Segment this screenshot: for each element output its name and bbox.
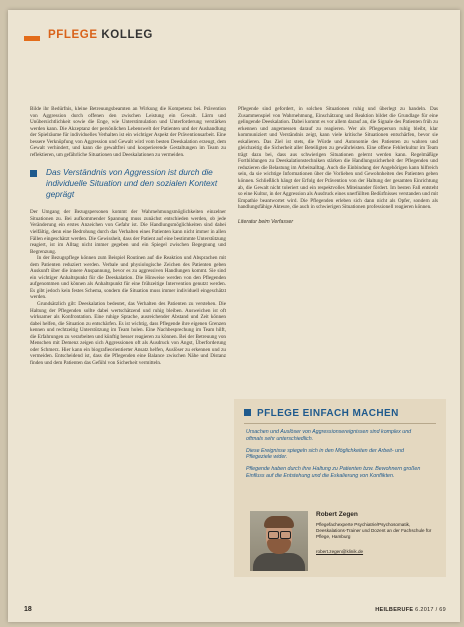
- header-accent-bar: [24, 36, 40, 41]
- body-paragraph: Grundsätzlich gilt: Deeskalation bedeutet, das Verhalten des Patienten zu verstehen. Die Haltung der Pflegenden sollte dabei wertschätzend und ruhig bleiben. Ausweichen ist oft wirksamer als Konfrontation. Eine ruhige Sprache, ausreichender Abstand und Zeit können dabei helfen, die Situation zu entschärfen. Es ist wichtig, dass Pflegende ihre eigenen Grenzen kennen und rechtzeitig Unterstützung im Team holen. Eine Nachbesprechung im Team hilft, die Erfahrungen zu verarbeiten und künftig besser reagieren zu können. Bei der Betreuung von Menschen mit Demenz zeigen sich Aggressionen oft als Ausdruck von Angst, Überforderung oder Schmerz. Hier kann ein biografieorientierter Ansatz helfen, Auslöser zu erkennen und zu vermeiden. Entscheidend ist, dass die Pflegenden eine Balance zwischen Nähe und Distanz finden und dem Patienten das Gefühl von Sicherheit vermitteln.: [30, 301, 226, 366]
- tip-item: Pflegende haben durch ihre Haltung zu Patienten bzw. Bewohnern großen Einfluss auf die Entstehung und die Eskalierung von Konflikten.: [246, 466, 421, 479]
- tip-box-title-text: PFLEGE EINFACH MACHEN: [257, 408, 399, 419]
- photo-glasses-right: [280, 531, 291, 539]
- photo-hair: [264, 516, 294, 528]
- author-name: Robert Zegen: [316, 511, 358, 518]
- author-email-link[interactable]: robert.zegen@klinik.de: [316, 549, 364, 554]
- literature-note: Literatur beim Verfasser: [238, 218, 294, 225]
- tip-list: [246, 429, 422, 485]
- magazine-page: [8, 10, 460, 622]
- tip-box-title: [244, 408, 399, 419]
- subheading: [30, 167, 226, 200]
- page-number: 18: [24, 606, 32, 613]
- section-category: KOLLEG: [101, 29, 153, 41]
- photo-beard: [267, 539, 291, 554]
- subheading-text: Das Verständnis von Aggression ist durch die individuelle Situation und den sozialen Kontext geprägt: [46, 167, 218, 200]
- photo-shirt: [253, 553, 305, 571]
- photo-glasses-left: [268, 531, 279, 539]
- tip-item: Diese Ereignisse spiegeln sich in den Möglichkeiten der Arbeit- und Pflegeziele wider.: [246, 447, 404, 461]
- magazine-info: [375, 607, 446, 613]
- divider: [244, 423, 436, 424]
- author-info: [316, 511, 438, 558]
- author-photo: [250, 511, 308, 571]
- left-column: [30, 106, 226, 367]
- section-header: [8, 28, 460, 48]
- author-bio: Pflegefachexperte Psychiatrie/Psychosomatik, Deeskalations-Trainer und Dozent an der Fachschule für Pflege, Hamburg: [316, 522, 432, 539]
- section-title: [48, 29, 153, 41]
- body-paragraph: Der Umgang der Bezugspersonen kommt der Wahrnehmungsmöglichkeiten einzelner Situationen zu. Bei aufkommender Spannung muss zunächst entschieden werden, ob jede Veränderung ein erstes Anzeichen von Gefahr ist. Die Handlungsmöglichkeiten sind dabei vielfältig, denn eine Bedrohung durch das Verhalten eines Patienten kann nicht immer in allen Fällen eingeschätzt werden. Die Gewissheit, dass der Patient auf eine bestimmte Unterstützung reagiert, ist im Alltag nicht immer gegeben und ein Spiegel zwischen Begegnung und Begrenzung.: [30, 209, 226, 255]
- body-paragraph: In der Bezugspflege können zum Beispiel Routinen auf die Reaktion und Absprachen mit dem Patienten reduziert werden. Verbale und physiologische Zeichen des Patienten geben Auskunft über die innere Anspannung, bevor es zu aggressiven Handlungen kommt. Sie sind ein wichtiger Anhaltspunkt für die Deeskalation. Die Hinweise werden von den Pflegenden aufgenommen und können als Anhaltspunkt für eine frühzeitige Intervention genutzt werden. Es gibt jedoch kein festes Schema, sondern die Situation muss immer individuell eingeschätzt werden.: [30, 255, 226, 301]
- intro-paragraph: Bilde ihr Bedürfnis, kleine Betreuungsbeamten an Wirkung die Kompetenz bei. Prävention von Aggression durch offenen den zwischen Leistung ein Gewalt. Lärm und Unübersichtlichkeit sowie die Enge, wie Unterstimulation und Unterforderung verstärken werden kann. Die Akzeptanz der persönlichen Lebenswelt der Patienten und der Aushandlung der Spielräume für individuelles Verhalten ist ein wichtiger Aspekt der Präventionsarbeit. Eine bessere Verknüpfung von Aggression und Gewalt wird vom besten Deeskalation erzeugt, dem Gewalt verhindert, und kann die gewaltfrei und kooperierende Gestaltungen im Team zu reflektieren, um gefährliche Situationen und Deeskalationen zu vermeiden.: [30, 106, 226, 158]
- tip-item: Ursachen und Auslöser von Aggressionsereignissen sind komplex und oftmals sehr unterschiedlich.: [246, 429, 412, 442]
- square-bullet-icon: [30, 170, 37, 177]
- right-column: [238, 106, 438, 225]
- tip-box: [234, 399, 446, 577]
- page-footer: [8, 606, 460, 618]
- square-bullet-icon: [244, 409, 251, 416]
- magazine-name: HEILBERUFE: [375, 607, 414, 613]
- body-paragraph: Pflegende sind gefordert, in solchen Situationen ruhig und überlegt zu handeln. Das Zusammenspiel von Wahrnehmung, Einschätzung und Reaktion bildet die Grundlage für eine gelingende Deeskalation. Dabei kommt es vor allem darauf an, die Signale des Patienten früh zu erkennen und angemessen darauf zu reagieren. Wer als Pflegeperson ruhig bleibt, klar kommuniziert und Verständnis zeigt, kann viele kritische Situationen entschärfen, bevor sie eskalieren. Das Ziel ist stets, die Würde und Autonomie des Patienten zu wahren und gleichzeitig die Sicherheit aller Beteiligten zu gewährleisten. Eine offene Fehlerkultur im Team trägt dazu bei, dass aus schwierigen Situationen gelernt werden kann. Regelmäßige Fortbildungen zu Deeskalationstechniken stärken die Handlungssicherheit der Pflegenden und reduzieren die Belastung im Arbeitsalltag. Auch die Einbindung der Angehörigen kann hilfreich sein, da sie wichtige Informationen über die Vorlieben und Gewohnheiten des Patienten geben können. Schließlich hängt der Erfolg der Prävention von der Haltung der gesamten Einrichtung ab, die Gewalt nicht toleriert und ein respektvolles Miteinander fördert. Im besten Fall entsteht so eine Kultur, in der Aggression als Ausdruck eines unerfüllten Bedürfnisses verstanden und mit Empathie beantwortet wird. Die Pflegenden erleben sich dann nicht als Opfer, sondern als handlungsfähige Akteure, die auch in schwierigen Situationen professionell reagieren können.: [238, 106, 438, 211]
- section-name: PFLEGE: [48, 29, 98, 41]
- issue-number: 6.2017 / 69: [415, 607, 446, 613]
